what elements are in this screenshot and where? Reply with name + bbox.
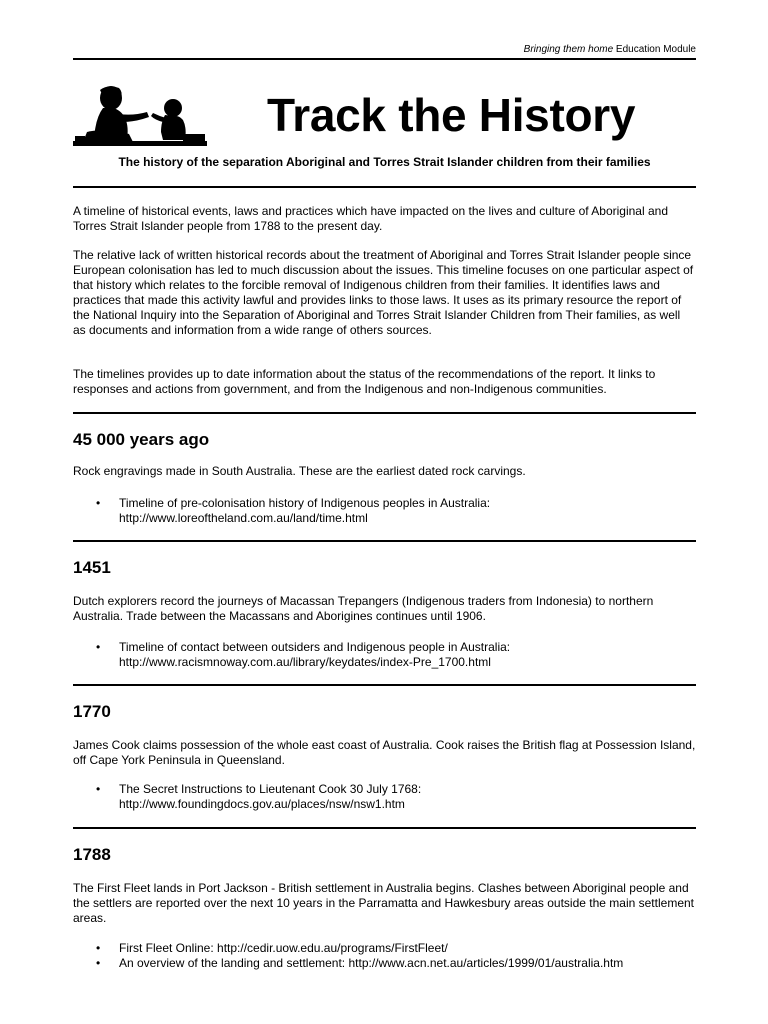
section-heading: 45 000 years ago [73,430,210,449]
link-label: First Fleet Online: [119,941,218,955]
list-item [73,782,696,812]
section-text: Rock engravings made in South Australia. These are the earliest dated rock carvings. [73,464,526,478]
link-list [73,941,696,971]
running-header [524,44,696,55]
link-label: Timeline of contact between outsiders and Indigenous people in Australia: [119,640,511,654]
link-label: An overview of the landing and settlement: [119,956,349,970]
bullet: • [96,782,101,796]
divider [73,412,696,414]
running-header-italic: Bringing them home [523,44,614,55]
list-item [73,941,696,956]
link-url[interactable]: http://www.acn.net.au/articles/1999/01/australia.htm [348,956,624,970]
link-list [73,640,696,670]
intro-paragraph: The relative lack of written historical records about the treatment of Aboriginal and Torres Strait Islander people since European colonisation has led to much discussion about the issues. This timeline focuses on one particular aspect of that history which relates to the forcible removal of Indigenous children from their families. It identifies laws and practices that made this activity lawful and provides links to those laws. It uses as its primary resource the report of the National Inquiry into the Separation of Aboriginal and Torres Strait Islander Children from Their families, as well as documents and information from a wide range of others sources. [73,248,694,337]
bullet: • [96,956,101,970]
section-heading: 1770 [73,702,111,721]
header-rule [73,58,696,60]
running-header-rest: Education Module [613,44,696,55]
section-text: The First Fleet lands in Port Jackson - British settlement in Australia begins. Clashes between Aboriginal people and the settlers are reported over the next 10 years in the Parramatta and Hawkesbury areas outside the main settlement areas. [73,881,694,925]
link-list [73,496,696,526]
divider [73,684,696,686]
page-title: Track the History [267,89,636,141]
section-text: Dutch explorers record the journeys of Macassan Trepangers (Indigenous traders from Indonesia) to northern Australia. Trade between the Macassans and Aborigines continues until 1906. [73,594,654,623]
list-item [73,956,696,971]
link-url[interactable]: http://cedir.uow.edu.au/programs/FirstFleet/ [217,941,448,955]
link-label: Timeline of pre-colonisation history of Indigenous peoples in Australia: [119,496,491,510]
link-url[interactable]: http://www.foundingdocs.gov.au/places/nsw/nsw1.htm [119,797,405,811]
link-list [73,782,696,812]
bullet: • [96,640,101,654]
divider [73,827,696,829]
section-heading: 1788 [73,845,111,864]
adult-child-silhouette-icon [73,82,207,148]
link-url[interactable]: http://www.racismnoway.com.au/library/keydates/index-Pre_1700.html [119,655,491,669]
section-text: James Cook claims possession of the whole east coast of Australia. Cook raises the British flag at Possession Island, off Cape York Peninsula in Queensland. [73,738,696,767]
bullet: • [96,496,101,510]
link-url[interactable]: http://www.loreoftheland.com.au/land/time.html [119,511,368,525]
divider [73,186,696,188]
page-subtitle: The history of the separation Aboriginal and Torres Strait Islander children from their families [118,155,651,169]
list-item [73,640,696,670]
link-label: The Secret Instructions to Lieutenant Cook 30 July 1768: [119,782,422,796]
section-heading: 1451 [73,558,111,577]
bullet: • [96,941,101,955]
intro-paragraph: The timelines provides up to date information about the status of the recommendations of the report. It links to responses and actions from government, and from the Indigenous and non-Indigenous communities. [73,367,656,396]
intro-paragraph: A timeline of historical events, laws and practices which have impacted on the lives and culture of Aboriginal and Torres Strait Islander people from 1788 to the present day. [73,204,668,233]
list-item [73,496,696,526]
divider [73,540,696,542]
